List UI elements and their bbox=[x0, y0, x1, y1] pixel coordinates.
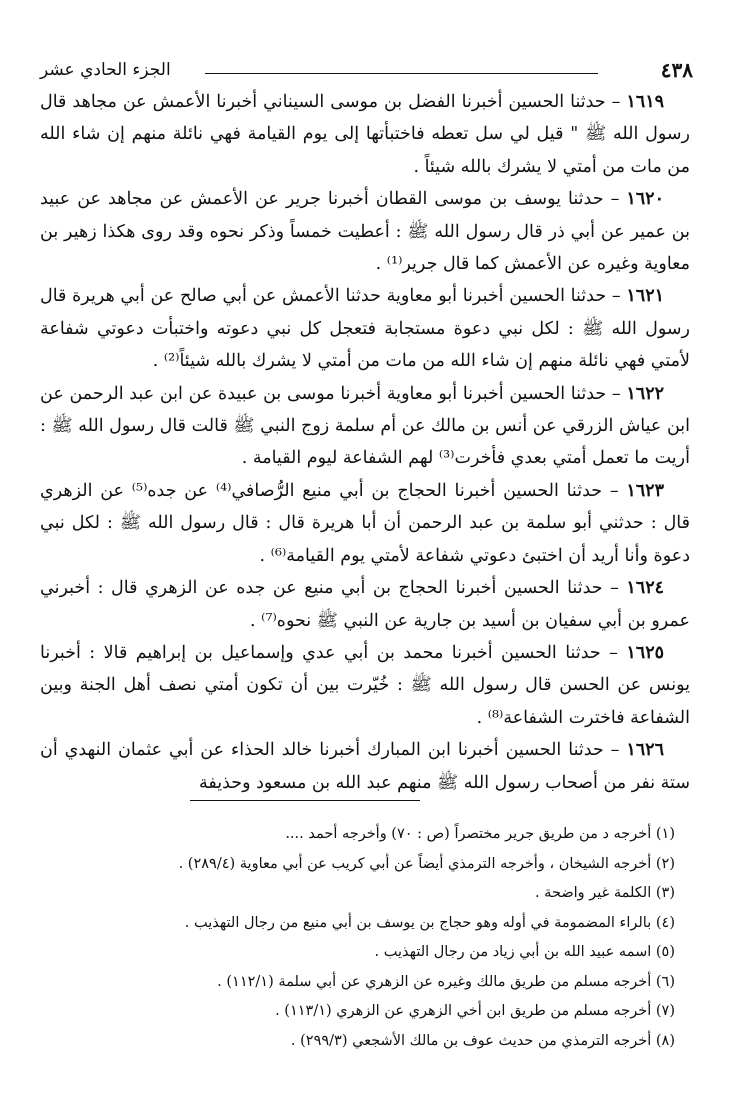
hadith-number: ١٦٢٢ bbox=[626, 383, 664, 404]
footnote: (٥) اسمه عبيد الله بن أبي زياد من رجال التهذيب . bbox=[374, 944, 675, 960]
hadith-text: – حدثنا الحسين أخبرنا الحجاج بن أبي منيع الرُّصافي⁽⁴⁾ عن جده⁽⁵⁾ عن الزهري قال : حدثني أبو سلمة بن عبد الرحمن أن أبا هريرة قال : قال رسول الله ﷺ : لكل نبي دعوة وأنا أريد أن اختبئ دعوتي شفاعة لأمتي يوم القيامة⁽⁶⁾ . bbox=[40, 480, 690, 566]
hadith-number: ١٦٢٤ bbox=[626, 578, 664, 599]
hadith-number: ١٦٢١ bbox=[626, 286, 664, 307]
footnote: (٦) أخرجه مسلم من طريق مالك وغيره عن الزهري عن أبي سلمة (١١٢/١) . bbox=[217, 973, 675, 990]
hadith-number: ١٦٢٦ bbox=[626, 740, 664, 761]
footnote-separator bbox=[190, 800, 420, 801]
hadith-text: – حدثنا الحسين أخبرنا الحجاج بن أبي منيع عن جده عن الزهري قال : أخبرني عمرو بن أبي سفيان بن أسيد بن جارية عن النبي ﷺ نحوه⁽⁷⁾ . bbox=[40, 578, 690, 631]
volume-title: الجزء الحادي عشر bbox=[40, 60, 171, 80]
hadith-text: – حدثنا يوسف بن موسى القطان أخبرنا جرير عن الأعمش عن مجاهد عن عبيد بن عمير عن أبي ذر قال رسول الله ﷺ : أعطيت خمساً وذكر نحوه وقد روى هكذا زهير بن معاوية وغيره عن الأعمش كما قال جرير⁽¹⁾ . bbox=[40, 189, 690, 275]
hadith-text: – حدثنا الحسين أخبرنا أبو معاوية أخبرنا موسى بن عبيدة عن ابن عبد الرحمن عن ابن عياش الزرقي عن أنس بن مالك عن أم سلمة زوج النبي ﷺ قالت قال رسول الله ﷺ : أريت ما تعمل أمتي بعدي فأخرت⁽³⁾ لهم الشفاعة ليوم القيامة . bbox=[40, 383, 690, 469]
footnote: (٣) الكلمة غير واضحة . bbox=[534, 885, 675, 901]
hadith-paragraph bbox=[40, 280, 690, 377]
page-header bbox=[40, 58, 693, 86]
hadith-number: ١٦٢٠ bbox=[626, 189, 664, 210]
hadith-number: ١٦٢٣ bbox=[626, 480, 664, 501]
hadith-paragraph bbox=[40, 572, 690, 637]
footnote: (٧) أخرجه مسلم من طريق ابن أخي الزهري عن الزهري (١١٣/١) . bbox=[275, 1003, 675, 1019]
main-text bbox=[40, 86, 690, 799]
hadith-paragraph bbox=[40, 183, 690, 280]
hadith-text: – حدثنا الحسين أخبرنا الفضل بن موسى السيناني أخبرنا الأعمش عن مجاهد قال رسول الله ﷺ " قيل لي سل تعطه فاختبأتها إلى يوم القيامة فهي نائلة منهم إن شاء الله من مات من أمتي لا يشرك بالله شيئاً . bbox=[40, 92, 690, 177]
hadith-paragraph bbox=[40, 378, 690, 475]
header-rule bbox=[205, 73, 598, 74]
hadith-text: – حدثنا الحسين أخبرنا محمد بن أبي عدي وإسماعيل بن إبراهيم قالا : أخبرنا يونس عن الحسن قال رسول الله ﷺ : خُيّرت بين أن تكون أمتي نصف أهل الجنة وبين الشفاعة فاخترت الشفاعة⁽⁸⁾ . bbox=[40, 642, 690, 728]
footnote: (٤) بالراء المضمومة في أوله وهو حجاج بن يوسف بن أبي منيع من رجال التهذيب . bbox=[184, 914, 675, 931]
hadith-paragraph bbox=[40, 734, 690, 799]
footnotes bbox=[60, 820, 675, 1056]
hadith-paragraph bbox=[40, 86, 690, 183]
hadith-number: ١٦١٩ bbox=[626, 92, 664, 112]
hadith-number: ١٦٢٥ bbox=[626, 642, 664, 663]
footnote: (١) أخرجه د من طريق جرير مختصراً (ص : ٧٠) وأخرجه أحمد .... bbox=[285, 826, 675, 842]
hadith-text: – حدثنا الحسين أخبرنا أبو معاوية حدثنا الأعمش عن أبي صالح عن أبي هريرة قال رسول الله ﷺ : لكل نبي دعوة مستجابة فتعجل كل نبي دعوته واختبأت دعوتي شفاعة لأمتي فهي نائلة منهم إن شاء الله من مات من أمتي لا يشرك بالله شيئاً⁽²⁾ . bbox=[40, 286, 690, 372]
hadith-paragraph bbox=[40, 475, 690, 572]
footnote: (٢) أخرجه الشيخان ، وأخرجه الترمذي أيضاً عن أبي كريب عن أبي معاوية (٢٨٩/٤) . bbox=[178, 855, 675, 872]
hadith-paragraph bbox=[40, 637, 690, 734]
page-number: ٤٣٨ bbox=[660, 58, 693, 82]
footnote: (٨) أخرجه الترمذي من حديث عوف بن مالك الأشجعي (٢٩٩/٣) . bbox=[290, 1032, 675, 1049]
hadith-text: – حدثنا الحسين أخبرنا ابن المبارك أخبرنا خالد الحذاء عن أبي عثمان النهدي أن ستة نفر من أصحاب رسول الله ﷺ منهم عبد الله بن مسعود وحذيفة bbox=[40, 740, 690, 793]
